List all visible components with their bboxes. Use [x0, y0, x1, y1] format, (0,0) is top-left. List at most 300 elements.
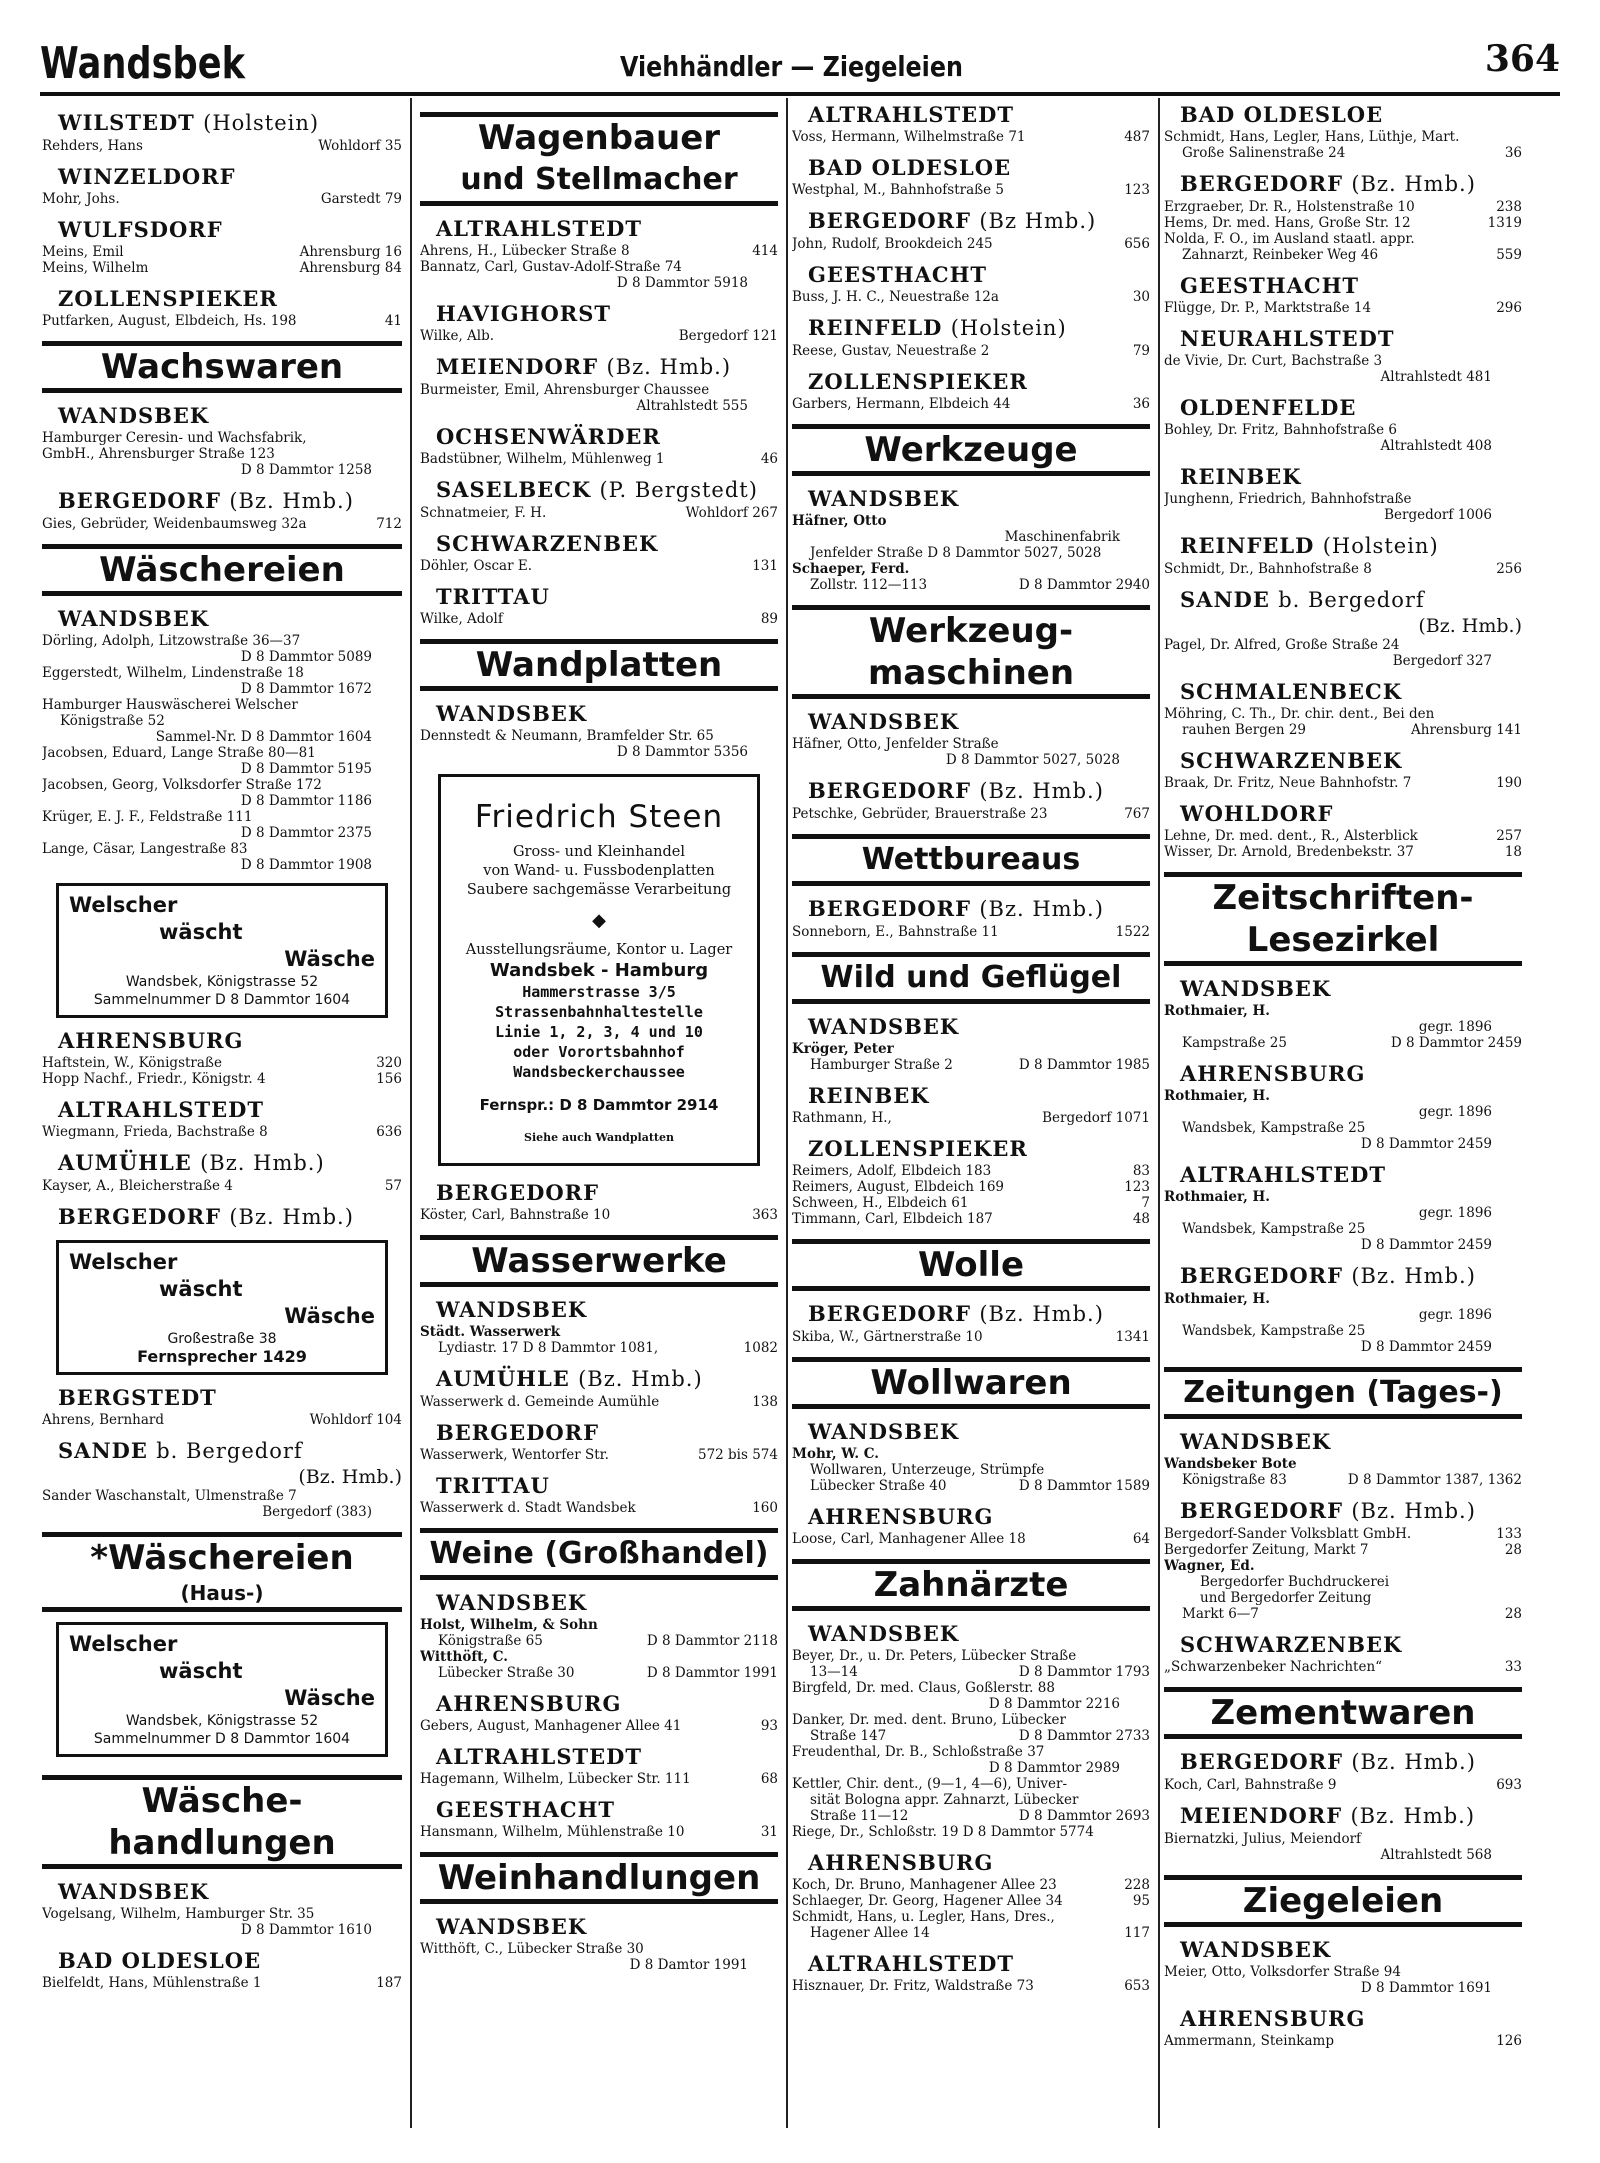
phone-line: Altrahlstedt 555 — [636, 398, 748, 414]
category-heading: Zahnärzte — [792, 1559, 1150, 1611]
listing: Ammermann, Steinkamp 126 — [1164, 2033, 1522, 2049]
category-heading: Wettbureaus — [792, 834, 1150, 886]
town-heading: WILSTEDT (Holstein) — [58, 110, 320, 135]
town-heading: WANDSBEK — [58, 1879, 210, 1904]
phone-line: D 8 Dammtor 5089 — [240, 649, 372, 665]
listing: Burmeister, Emil, Ahrensburger Chaussee — [420, 382, 710, 398]
listing: Buss, J. H. C., Neuestraße 12a 30 — [792, 289, 1150, 305]
town-heading: AUMÜHLE (Bz. Hmb.) — [436, 1366, 703, 1391]
town-heading: AHRENSBURG — [808, 1504, 994, 1529]
listing: Bielfeldt, Hans, Mühlenstraße 1 187 — [42, 1975, 402, 1991]
town-heading: BERGEDORF — [436, 1180, 600, 1205]
town-heading: SCHWARZENBEK — [436, 531, 659, 556]
town-subheading: (Bz. Hmb.) — [298, 1466, 402, 1488]
town-heading: GEESTHACHT — [1180, 273, 1360, 298]
town-heading: GEESTHACHT — [808, 262, 988, 287]
listing: Voss, Hermann, Wilhelmstraße 71 487 — [792, 129, 1150, 145]
phone-line: D 8 Dammtor 1908 — [240, 857, 372, 873]
town-heading: WANDSBEK — [436, 1590, 588, 1615]
town-heading: WANDSBEK — [1180, 976, 1332, 1001]
listing: Loose, Carl, Manhagener Allee 18 64 — [792, 1531, 1150, 1547]
listing: GmbH., Ahrensburger Straße 123 — [42, 446, 275, 462]
town-heading: ALTRAHLSTEDT — [1180, 1162, 1386, 1187]
listing: Hamburger Ceresin- und Wachsfabrik, — [42, 430, 307, 446]
listing: Schnatmeier, F. H. Wohldorf 267 — [420, 505, 778, 521]
listing: Jenfelder Straße D 8 Dammtor 5027, 5028 — [810, 545, 1102, 561]
ad-line: Welscher — [69, 1632, 178, 1656]
listing: Rothmaier, H. — [1164, 1003, 1271, 1019]
listing: 13—14 D 8 Dammtor 1793 — [810, 1664, 1150, 1680]
listing: und Bergedorfer Zeitung — [1200, 1590, 1372, 1606]
ad-line: Wäsche — [284, 1686, 375, 1710]
listing: Möhring, C. Th., Dr. chir. dent., Bei den — [1164, 706, 1435, 722]
town-heading: SANDE b. Bergedorf — [1180, 587, 1425, 612]
listing: Bergedorf-Sander Volksblatt GmbH. 133 — [1164, 1526, 1522, 1542]
listing: Bergedorfer Zeitung, Markt 7 28 — [1164, 1542, 1522, 1558]
listing: Krüger, E. J. F., Feldstraße 111 — [42, 809, 253, 825]
town-heading: BERGEDORF (Bz. Hmb.) — [808, 1301, 1104, 1326]
advertisement-box — [438, 774, 760, 1166]
ad-line: Siehe auch Wandplatten — [524, 1131, 674, 1144]
listing: Zollstr. 112—113 D 8 Dammtor 2940 — [810, 577, 1150, 593]
ad-line: Wandsbeckerchaussee — [513, 1063, 685, 1081]
column-3 — [792, 100, 1150, 2120]
listing: John, Rudolf, Brookdeich 245 656 — [792, 236, 1150, 252]
listing: Jacobsen, Georg, Volksdorfer Straße 172 — [42, 777, 322, 793]
listing: Garbers, Hermann, Elbdeich 44 36 — [792, 396, 1150, 412]
listing: „Schwarzenbeker Nachrichten“ 33 — [1164, 1659, 1522, 1675]
listing: Beyer, Dr., u. Dr. Peters, Lübecker Straße — [792, 1648, 1077, 1664]
header-rule — [40, 92, 1560, 96]
town-heading: ZOLLENSPIEKER — [58, 286, 278, 311]
town-heading: AHRENSBURG — [58, 1028, 244, 1053]
listing: Lydiastr. 17 D 8 Dammtor 1081, 1082 — [438, 1340, 778, 1356]
phone-line: D 8 Dammtor 1691 — [1360, 1980, 1492, 1996]
listing: Rathmann, H., Bergedorf 1071 — [792, 1110, 1150, 1126]
town-heading: WANDSBEK — [1180, 1937, 1332, 1962]
listing: Schmidt, Dr., Bahnhofstraße 8 256 — [1164, 561, 1522, 577]
listing: Markt 6—7 28 — [1182, 1606, 1522, 1622]
listing: Große Salinenstraße 24 36 — [1182, 145, 1522, 161]
phone-line: D 8 Damtor 1991 — [629, 1957, 748, 1973]
category-heading: Weinhandlungen — [420, 1852, 778, 1904]
category-heading: Wild und Geflügel — [792, 952, 1150, 1004]
listing: Wandsbeker Bote — [1164, 1456, 1297, 1472]
listing: Koch, Dr. Bruno, Manhagener Allee 23 228 — [792, 1877, 1150, 1893]
town-heading: BERGEDORF (Bz. Hmb.) — [808, 778, 1104, 803]
town-heading: BAD OLDESLOE — [58, 1948, 262, 1973]
listing: Wiegmann, Frieda, Bachstraße 8 636 — [42, 1124, 402, 1140]
town-heading: BERGEDORF — [436, 1420, 600, 1445]
listing: Hamburger Straße 2 D 8 Dammtor 1985 — [810, 1057, 1150, 1073]
category-heading: Wagenbauer — [420, 112, 778, 159]
listing: Häfner, Otto — [792, 513, 887, 529]
town-heading: ALTRAHLSTEDT — [58, 1097, 264, 1122]
ad-line: Fernsprecher 1429 — [137, 1347, 307, 1366]
listing: Kettler, Chir. dent., (9—1, 4—6), Univer- — [792, 1776, 1068, 1792]
phone-line: D 8 Dammtor 2216 — [988, 1696, 1120, 1712]
phone-line: D 8 Dammtor 2459 — [1360, 1136, 1492, 1152]
phone-line: D 8 Dammtor 5195 — [240, 761, 372, 777]
listing-detail: gegr. 1896 — [1418, 1019, 1492, 1035]
listing: Reese, Gustav, Neuestraße 2 79 — [792, 343, 1150, 359]
listing: Freudenthal, Dr. B., Schloßstraße 37 — [792, 1744, 1045, 1760]
phone-line: Bergedorf 1006 — [1384, 507, 1492, 523]
ad-line: Wandsbek, Königstrasse 52 — [125, 1713, 319, 1729]
town-heading: BERGEDORF (Bz. Hmb.) — [1180, 1749, 1476, 1774]
ad-line: Linie 1, 2, 3, 4 und 10 — [495, 1023, 703, 1041]
listing: Wagner, Ed. — [1164, 1558, 1255, 1574]
town-heading: REINBEK — [808, 1083, 930, 1108]
listing: Hisznauer, Dr. Fritz, Waldstraße 73 653 — [792, 1978, 1150, 1994]
listing: Hamburger Hauswäscherei Welscher — [42, 697, 298, 713]
category-heading: Wandplatten — [420, 639, 778, 691]
listing: Danker, Dr. med. dent. Bruno, Lübecker — [792, 1712, 1066, 1728]
town-subheading: (Bz. Hmb.) — [1418, 615, 1522, 637]
listing: sität Bologna appr. Zahnarzt, Lübecker — [810, 1792, 1079, 1808]
town-heading: BERGEDORF (Bz Hmb.) — [808, 208, 1097, 233]
listing: Timmann, Carl, Elbdeich 187 48 — [792, 1211, 1150, 1227]
town-heading: AHRENSBURG — [1180, 2006, 1366, 2031]
listing: Jacobsen, Eduard, Lange Straße 80—81 — [42, 745, 316, 761]
town-heading: AHRENSBURG — [808, 1850, 994, 1875]
listing: Königstraße 65 D 8 Dammtor 2118 — [438, 1633, 778, 1649]
phone-line: D 8 Dammtor 1672 — [240, 681, 372, 697]
town-heading: REINFELD (Holstein) — [808, 315, 1067, 340]
listing: Reimers, Adolf, Elbdeich 183 83 — [792, 1163, 1150, 1179]
town-heading: SASELBECK (P. Bergstedt) — [436, 477, 758, 502]
category-heading: Wolle — [792, 1239, 1150, 1291]
listing: Lange, Cäsar, Langestraße 83 — [42, 841, 248, 857]
advertisement-box — [56, 1240, 388, 1375]
listing: Schmidt, Hans, Legler, Hans, Lüthje, Mart. — [1164, 129, 1460, 145]
phone-line: Sammel-Nr. D 8 Dammtor 1604 — [155, 729, 372, 745]
category-heading: Wäsche- — [42, 1775, 402, 1822]
listing: Döhler, Oscar E. 131 — [420, 558, 778, 574]
advertisement-box — [56, 1622, 388, 1757]
town-heading: SCHWARZENBEK — [1180, 1632, 1403, 1657]
listing: Sonneborn, E., Bahnstraße 11 1522 — [792, 924, 1150, 940]
listing: Städt. Wasserwerk — [420, 1324, 561, 1340]
listing: Koch, Carl, Bahnstraße 9 693 — [1164, 1777, 1522, 1793]
town-heading: WINZELDORF — [58, 164, 236, 189]
ad-line: oder Vorortsbahnhof — [513, 1043, 685, 1061]
listing: Gebers, August, Manhagener Allee 41 93 — [420, 1718, 778, 1734]
listing: Bergedorfer Buchdruckerei — [1200, 1574, 1390, 1590]
town-heading: ALTRAHLSTEDT — [808, 102, 1014, 127]
page-header — [40, 38, 1560, 94]
town-heading: WOHLDORF — [1180, 801, 1334, 826]
advertisement-box — [56, 883, 388, 1018]
category-heading: *Wäschereien — [42, 1532, 402, 1579]
town-heading: HAVIGHORST — [436, 301, 612, 326]
town-heading: REINBEK — [1180, 464, 1302, 489]
listing: Lübecker Straße 40 D 8 Dammtor 1589 — [810, 1478, 1150, 1494]
ad-line: wäscht — [159, 1277, 243, 1301]
ad-line: von Wand- u. Fussbodenplatten — [483, 863, 715, 879]
town-heading: BERGEDORF (Bz. Hmb.) — [58, 1204, 354, 1229]
listing: Nolda, F. O., im Ausland staatl. appr. — [1164, 231, 1415, 247]
listing: Meins, Wilhelm Ahrensburg 84 — [42, 260, 402, 276]
ad-line: Hammerstrasse 3/5 — [522, 983, 676, 1001]
town-heading: OCHSENWÄRDER — [436, 424, 661, 449]
running-head-center: Viehhändler — Ziegeleien — [620, 50, 963, 83]
town-heading: BERGEDORF (Bz. Hmb.) — [1180, 1263, 1476, 1288]
listing: Ahrens, H., Lübecker Straße 8 414 — [420, 243, 778, 259]
ad-line: Gross- und Kleinhandel — [512, 844, 686, 860]
town-heading: ZOLLENSPIEKER — [808, 1136, 1028, 1161]
running-head-left: Wandsbek — [40, 38, 246, 89]
listing: Bohley, Dr. Fritz, Bahnhofstraße 6 — [1164, 422, 1398, 438]
listing: Wasserwerk d. Gemeinde Aumühle 138 — [420, 1394, 778, 1410]
listing: Hems, Dr. med. Hans, Große Str. 12 1319 — [1164, 215, 1522, 231]
town-heading: WANDSBEK — [58, 606, 210, 631]
listing-detail: gegr. 1896 — [1418, 1104, 1492, 1120]
category-heading: Lesezirkel — [1164, 919, 1522, 966]
listing: rauhen Bergen 29 Ahrensburg 141 — [1182, 722, 1522, 738]
listing: Wasserwerk d. Stadt Wandsbek 160 — [420, 1500, 778, 1516]
listing: Wandsbek, Kampstraße 25 — [1182, 1120, 1366, 1136]
listing: Wollwaren, Unterzeuge, Strümpfe — [810, 1462, 1045, 1478]
column-divider — [1158, 98, 1160, 2128]
category-heading: Werkzeug- — [792, 605, 1150, 652]
listing-detail: gegr. 1896 — [1418, 1205, 1492, 1221]
town-heading: REINFELD (Holstein) — [1180, 533, 1439, 558]
town-heading: ALTRAHLSTEDT — [808, 1951, 1014, 1976]
town-heading: BERGEDORF (Bz. Hmb.) — [58, 488, 354, 513]
listing: Hagemann, Wilhelm, Lübecker Str. 111 68 — [420, 1771, 778, 1787]
phone-line: Altrahlstedt 568 — [1380, 1847, 1492, 1863]
town-heading: ALTRAHLSTEDT — [436, 216, 642, 241]
listing: Junghenn, Friedrich, Bahnhofstraße — [1164, 491, 1412, 507]
page-number: 364 — [1484, 38, 1560, 80]
listing: Königstraße 83 D 8 Dammtor 1387, 1362 — [1182, 1472, 1522, 1488]
ad-line: Fernspr.: D 8 Dammtor 2914 — [479, 1096, 719, 1114]
town-heading: BERGSTEDT — [58, 1385, 217, 1410]
listing: Pagel, Dr. Alfred, Große Straße 24 — [1164, 637, 1400, 653]
ad-line: Welscher — [69, 893, 178, 917]
listing: Meier, Otto, Volksdorfer Straße 94 — [1164, 1964, 1401, 1980]
listing: Dörling, Adolph, Litzowstraße 36—37 — [42, 633, 301, 649]
phone-line: D 8 Dammtor 1258 — [240, 462, 372, 478]
listing: Westphal, M., Bahnhofstraße 5 123 — [792, 182, 1150, 198]
listing: Schmidt, Hans, u. Legler, Hans, Dres., — [792, 1909, 1055, 1925]
town-heading: WANDSBEK — [808, 486, 960, 511]
town-heading: ALTRAHLSTEDT — [436, 1744, 642, 1769]
ad-title: Friedrich Steen — [474, 799, 724, 835]
listing: Köster, Carl, Bahnstraße 10 363 — [420, 1207, 778, 1223]
listing: Häfner, Otto, Jenfelder Straße — [792, 736, 999, 752]
listing: Hopp Nachf., Friedr., Königstr. 4 156 — [42, 1071, 402, 1087]
listing: Straße 147 D 8 Dammtor 2733 — [810, 1728, 1150, 1744]
phone-line: Altrahlstedt 481 — [1380, 369, 1492, 385]
listing: Königstraße 52 — [60, 713, 165, 729]
listing: Erzgraeber, Dr. R., Holstenstraße 10 238 — [1164, 199, 1522, 215]
listing-detail: gegr. 1896 — [1418, 1307, 1492, 1323]
diamond-icon: ◆ — [592, 910, 606, 931]
listing: Rothmaier, H. — [1164, 1189, 1271, 1205]
listing: Wisser, Dr. Arnold, Bredenbekstr. 37 18 — [1164, 844, 1522, 860]
town-heading: OLDENFELDE — [1180, 395, 1357, 420]
town-heading: WANDSBEK — [436, 701, 588, 726]
town-heading: BAD OLDESLOE — [808, 155, 1012, 180]
category-heading: maschinen — [792, 652, 1150, 699]
category-heading: Wäschereien — [42, 544, 402, 596]
category-heading: Wachswaren — [42, 341, 402, 393]
phone-line: D 8 Dammtor 2459 — [1360, 1339, 1492, 1355]
town-heading: SCHWARZENBEK — [1180, 748, 1403, 773]
category-heading: handlungen — [42, 1822, 402, 1869]
listing: Meins, Emil Ahrensburg 16 — [42, 244, 402, 260]
column-2 — [420, 100, 778, 2120]
ad-line: Wandsbek, Königstrasse 52 — [125, 974, 319, 990]
town-heading: WANDSBEK — [1180, 1429, 1332, 1454]
category-heading: Zeitschriften- — [1164, 872, 1522, 919]
category-heading: Wollwaren — [792, 1357, 1150, 1409]
listing: Eggerstedt, Wilhelm, Lindenstraße 18 — [42, 665, 304, 681]
listing: Schlaeger, Dr. Georg, Hagener Allee 34 95 — [792, 1893, 1150, 1909]
ad-line: Strassenbahnhaltestelle — [495, 1003, 703, 1021]
town-heading: TRITTAU — [436, 584, 550, 609]
town-heading: BAD OLDESLOE — [1180, 102, 1384, 127]
listing: Petschke, Gebrüder, Brauerstraße 23 767 — [792, 806, 1150, 822]
town-heading: WANDSBEK — [808, 1621, 960, 1646]
listing: Kayser, A., Bleicherstraße 4 57 — [42, 1178, 402, 1194]
listing: de Vivie, Dr. Curt, Bachstraße 3 — [1164, 353, 1383, 369]
phone-line: D 8 Dammtor 5918 — [616, 275, 748, 291]
category-heading: und Stellmacher — [420, 159, 778, 206]
listing: Wandsbek, Kampstraße 25 — [1182, 1323, 1366, 1339]
town-heading: SANDE b. Bergedorf — [58, 1438, 303, 1463]
ad-line: Sammelnummer D 8 Dammtor 1604 — [93, 1731, 351, 1747]
listing: Birgfeld, Dr. med. Claus, Goßlerstr. 88 — [792, 1680, 1055, 1696]
listing: Witthöft, C. — [420, 1649, 508, 1665]
town-heading: AUMÜHLE (Bz. Hmb.) — [58, 1150, 325, 1175]
listing: Braak, Dr. Fritz, Neue Bahnhofstr. 7 190 — [1164, 775, 1522, 791]
category-heading: Ziegeleien — [1164, 1875, 1522, 1927]
town-heading: MEIENDORF (Bz. Hmb.) — [1180, 1803, 1476, 1828]
listing: Gies, Gebrüder, Weidenbaumsweg 32a 712 — [42, 516, 402, 532]
category-heading: Zementwaren — [1164, 1687, 1522, 1739]
listing: Hagener Allee 14 117 — [810, 1925, 1150, 1941]
listing: Witthöft, C., Lübecker Straße 30 — [420, 1941, 644, 1957]
listing: Sander Waschanstalt, Ulmenstraße 7 — [42, 1488, 297, 1504]
town-heading: NEURAHLSTEDT — [1180, 326, 1395, 351]
town-heading: WANDSBEK — [436, 1914, 588, 1939]
town-heading: MEIENDORF (Bz. Hmb.) — [436, 354, 732, 379]
listing: Rothmaier, H. — [1164, 1088, 1271, 1104]
phone-line: Altrahlstedt 408 — [1380, 438, 1492, 454]
listing: Bannatz, Carl, Gustav-Adolf-Straße 74 — [420, 259, 682, 275]
category-heading: Zeitungen (Tages-) — [1164, 1367, 1522, 1419]
ad-line: Sammelnummer D 8 Dammtor 1604 — [93, 992, 351, 1008]
listing: Rehders, Hans Wohldorf 35 — [42, 138, 402, 154]
listing: Kampstraße 25 D 8 Dammtor 2459 — [1182, 1035, 1522, 1051]
ad-line: wäscht — [159, 920, 243, 944]
listing: Vogelsang, Wilhelm, Hamburger Str. 35 — [42, 1906, 315, 1922]
ad-line: Saubere sachgemässe Verarbeitung — [466, 882, 732, 898]
town-heading: AHRENSBURG — [1180, 1061, 1366, 1086]
town-heading: WANDSBEK — [436, 1297, 588, 1322]
phone-line: Bergedorf (383) — [262, 1504, 372, 1520]
town-heading: WANDSBEK — [808, 709, 960, 734]
town-heading: WANDSBEK — [808, 1419, 960, 1444]
town-heading: BERGEDORF (Bz. Hmb.) — [1180, 171, 1476, 196]
category-heading: Werkzeuge — [792, 424, 1150, 476]
phone-line: D 8 Dammtor 1610 — [240, 1922, 372, 1938]
listing: Putfarken, August, Elbdeich, Hs. 198 41 — [42, 313, 402, 329]
listing: Reimers, August, Elbdeich 169 123 — [792, 1179, 1150, 1195]
listing: Zahnarzt, Reinbeker Weg 46 559 — [1182, 247, 1522, 263]
listing: Biernatzki, Julius, Meiendorf — [1164, 1831, 1362, 1847]
category-heading: Weine (Großhandel) — [420, 1528, 778, 1580]
ad-line: Wäsche — [284, 1304, 375, 1328]
town-heading: BERGEDORF (Bz. Hmb.) — [808, 896, 1104, 921]
town-heading: ZOLLENSPIEKER — [808, 369, 1028, 394]
ad-line: Wäsche — [284, 947, 375, 971]
listing: Lübecker Straße 30 D 8 Dammtor 1991 — [438, 1665, 778, 1681]
listing: Skiba, W., Gärtnerstraße 10 1341 — [792, 1329, 1150, 1345]
listing: Badstübner, Wilhelm, Mühlenweg 1 46 — [420, 451, 778, 467]
town-heading: AHRENSBURG — [436, 1691, 622, 1716]
listing: Ahrens, Bernhard Wohldorf 104 — [42, 1412, 402, 1428]
column-4 — [1164, 100, 1522, 2120]
listing: Schaeper, Ferd. — [792, 561, 910, 577]
listing: Holst, Wilhelm, & Sohn — [420, 1617, 598, 1633]
column-divider — [410, 98, 412, 2128]
town-heading: BERGEDORF (Bz. Hmb.) — [1180, 1498, 1476, 1523]
listing-detail: Maschinenfabrik — [1004, 529, 1120, 545]
ad-line: Wandsbek - Hamburg — [489, 960, 709, 981]
ad-line: Großestraße 38 — [167, 1331, 277, 1347]
phone-line: Bergedorf 327 — [1392, 653, 1492, 669]
listing: Lehne, Dr. med. dent., R., Alsterblick 257 — [1164, 828, 1522, 844]
phone-line: D 8 Dammtor 2989 — [988, 1760, 1120, 1776]
phone-line: D 8 Dammtor 1186 — [240, 793, 372, 809]
listing: Schween, H., Elbdeich 61 7 — [792, 1195, 1150, 1211]
listing: Mohr, Johs. Garstedt 79 — [42, 191, 402, 207]
listing: Hansmann, Wilhelm, Mühlenstraße 10 31 — [420, 1824, 778, 1840]
listing: Straße 11—12 D 8 Dammtor 2693 — [810, 1808, 1150, 1824]
listing: Riege, Dr., Schloßstr. 19 D 8 Dammtor 5774 — [792, 1824, 1094, 1840]
listing: Wandsbek, Kampstraße 25 — [1182, 1221, 1366, 1237]
phone-line: D 8 Dammtor 5356 — [616, 744, 748, 760]
phone-line: D 8 Dammtor 5027, 5028 — [945, 752, 1120, 768]
phone-line: D 8 Dammtor 2459 — [1360, 1237, 1492, 1253]
listing: Wasserwerk, Wentorfer Str. 572 bis 574 — [420, 1447, 778, 1463]
town-heading: GEESTHACHT — [436, 1797, 616, 1822]
listing: Flügge, Dr. P., Marktstraße 14 296 — [1164, 300, 1522, 316]
phone-line: D 8 Dammtor 2375 — [240, 825, 372, 841]
town-heading: SCHMALENBECK — [1180, 679, 1402, 704]
column-divider — [786, 98, 788, 2128]
listing: Dennstedt & Neumann, Bramfelder Str. 65 — [420, 728, 714, 744]
ad-line: Ausstellungsräume, Kontor u. Lager — [465, 942, 733, 958]
ad-line: Welscher — [69, 1250, 178, 1274]
listing: Wilke, Adolf 89 — [420, 611, 778, 627]
town-heading: WULFSDORF — [58, 217, 223, 242]
town-heading: WANDSBEK — [58, 403, 210, 428]
listing: Wilke, Alb. Bergedorf 121 — [420, 328, 778, 344]
listing: Kröger, Peter — [792, 1041, 894, 1057]
listing: Rothmaier, H. — [1164, 1291, 1271, 1307]
town-heading: TRITTAU — [436, 1473, 550, 1498]
listing: Mohr, W. C. — [792, 1446, 879, 1462]
category-subheading: (Haus-) — [42, 1579, 402, 1612]
ad-line: wäscht — [159, 1659, 243, 1683]
category-heading: Wasserwerke — [420, 1235, 778, 1287]
column-1 — [42, 100, 402, 2120]
